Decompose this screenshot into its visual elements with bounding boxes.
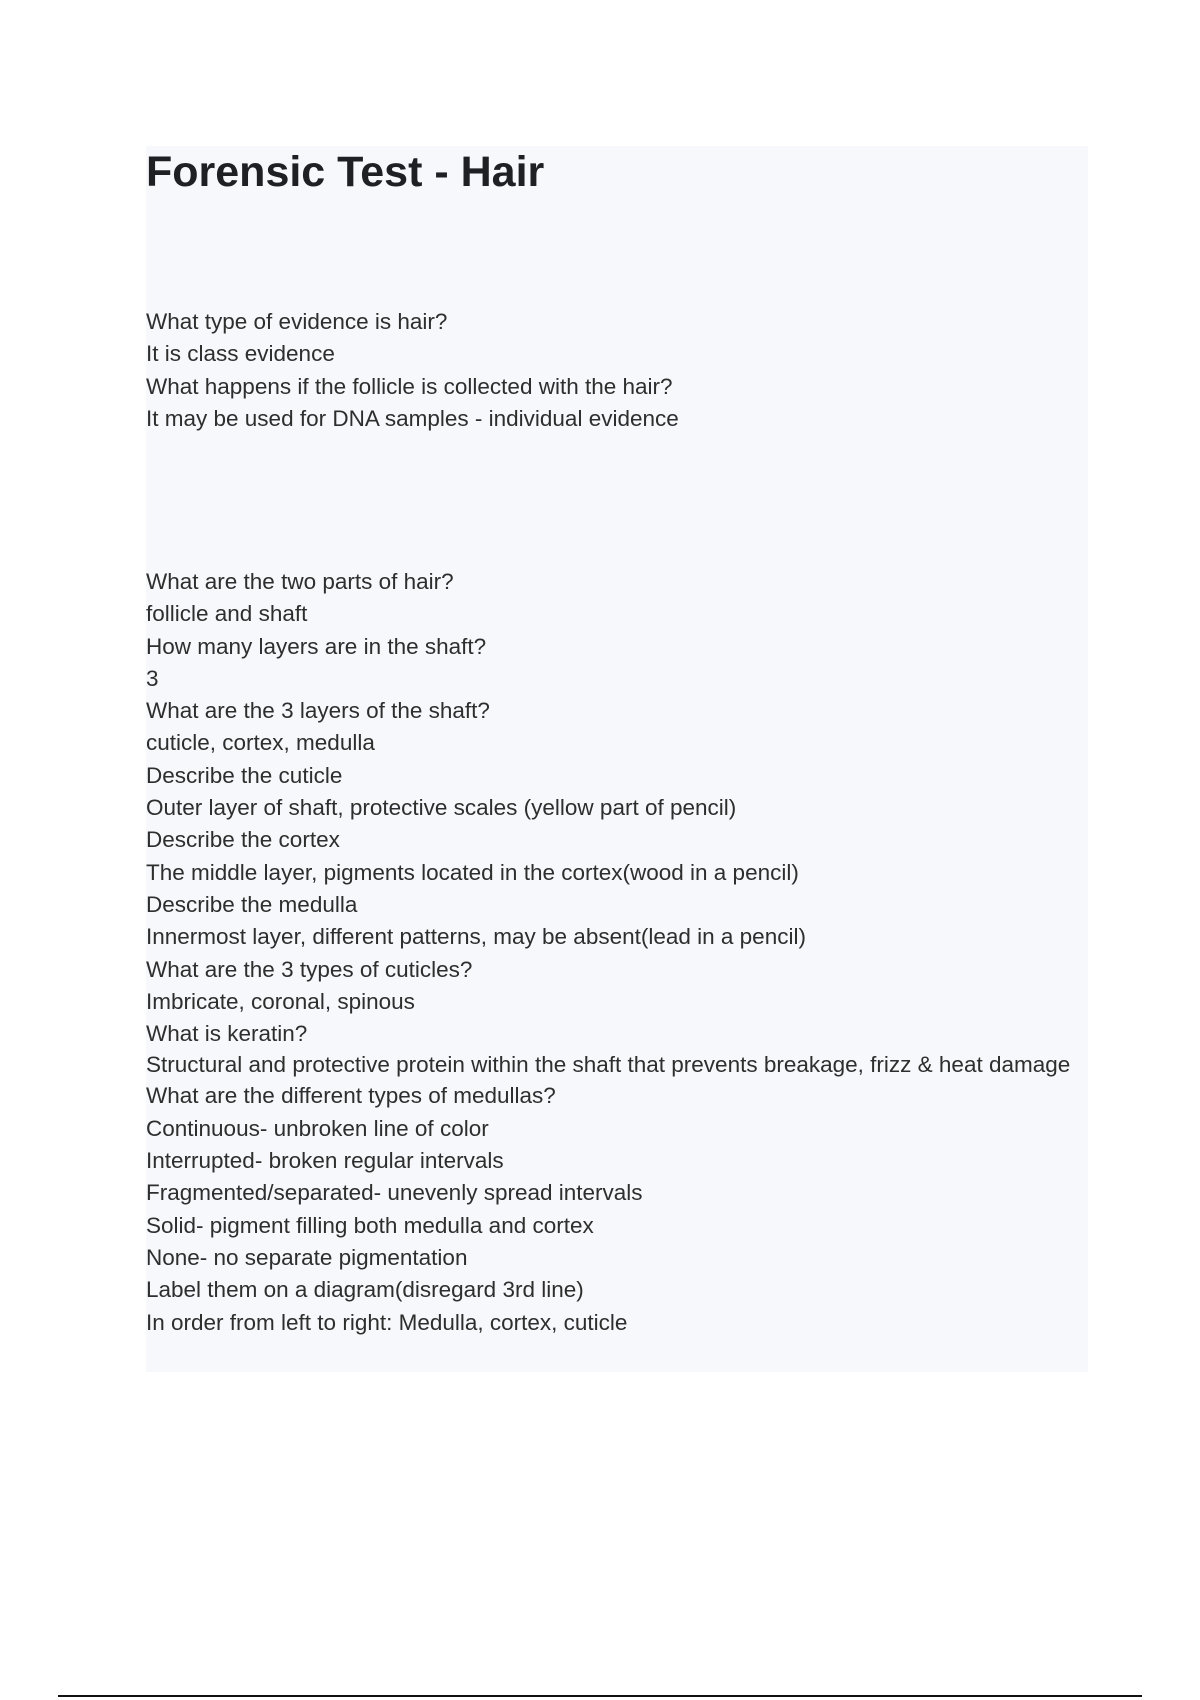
answer-line: Structural and protective protein within the shaft that prevents breakage, frizz & heat damage: [146, 1052, 1071, 1078]
answer-line: Interrupted- broken regular intervals: [146, 1148, 504, 1174]
answer-line: Continuous- unbroken line of color: [146, 1115, 489, 1141]
answer-line: It may be used for DNA samples - individual evidence: [146, 405, 679, 431]
question-line: Describe the cortex: [146, 827, 340, 853]
question-line: What are the 3 layers of the shaft?: [146, 698, 490, 724]
question-line: What are the two parts of hair?: [146, 569, 454, 594]
question-line: Describe the cuticle: [146, 762, 343, 788]
question-line: What are the 3 types of cuticles?: [146, 956, 473, 982]
qa-section-structure: [146, 566, 1076, 1339]
question-line: What happens if the follicle is collected with the hair?: [146, 373, 673, 399]
answer-line: follicle and shaft: [146, 601, 308, 627]
answer-line: None- no separate pigmentation: [146, 1244, 468, 1270]
answer-line: In order from left to right: Medulla, cortex, cuticle: [146, 1309, 628, 1335]
qa-section-intro: [146, 306, 1076, 435]
answer-line: Solid- pigment filling both medulla and cortex: [146, 1212, 594, 1238]
question-line: How many layers are in the shaft?: [146, 633, 487, 659]
answer-line: cuticle, cortex, medulla: [146, 730, 375, 756]
answer-line: 3: [146, 665, 159, 691]
answer-line: It is class evidence: [146, 341, 335, 367]
answer-line: Fragmented/separated- unevenly spread intervals: [146, 1180, 643, 1206]
footer-divider: [58, 1695, 1142, 1697]
answer-line: The middle layer, pigments located in the cortex(wood in a pencil): [146, 859, 799, 885]
question-line: What type of evidence is hair?: [146, 309, 448, 334]
answer-line: Outer layer of shaft, protective scales (yellow part of pencil): [146, 795, 737, 821]
question-line: What is keratin?: [146, 1021, 308, 1047]
document-title: Forensic Test - Hair: [146, 148, 545, 196]
question-line: Describe the medulla: [146, 891, 358, 917]
answer-line: Imbricate, coronal, spinous: [146, 988, 415, 1014]
answer-line: Innermost layer, different patterns, may be absent(lead in a pencil): [146, 924, 806, 950]
question-line: What are the different types of medullas?: [146, 1083, 556, 1109]
question-line: Label them on a diagram(disregard 3rd line): [146, 1277, 584, 1303]
